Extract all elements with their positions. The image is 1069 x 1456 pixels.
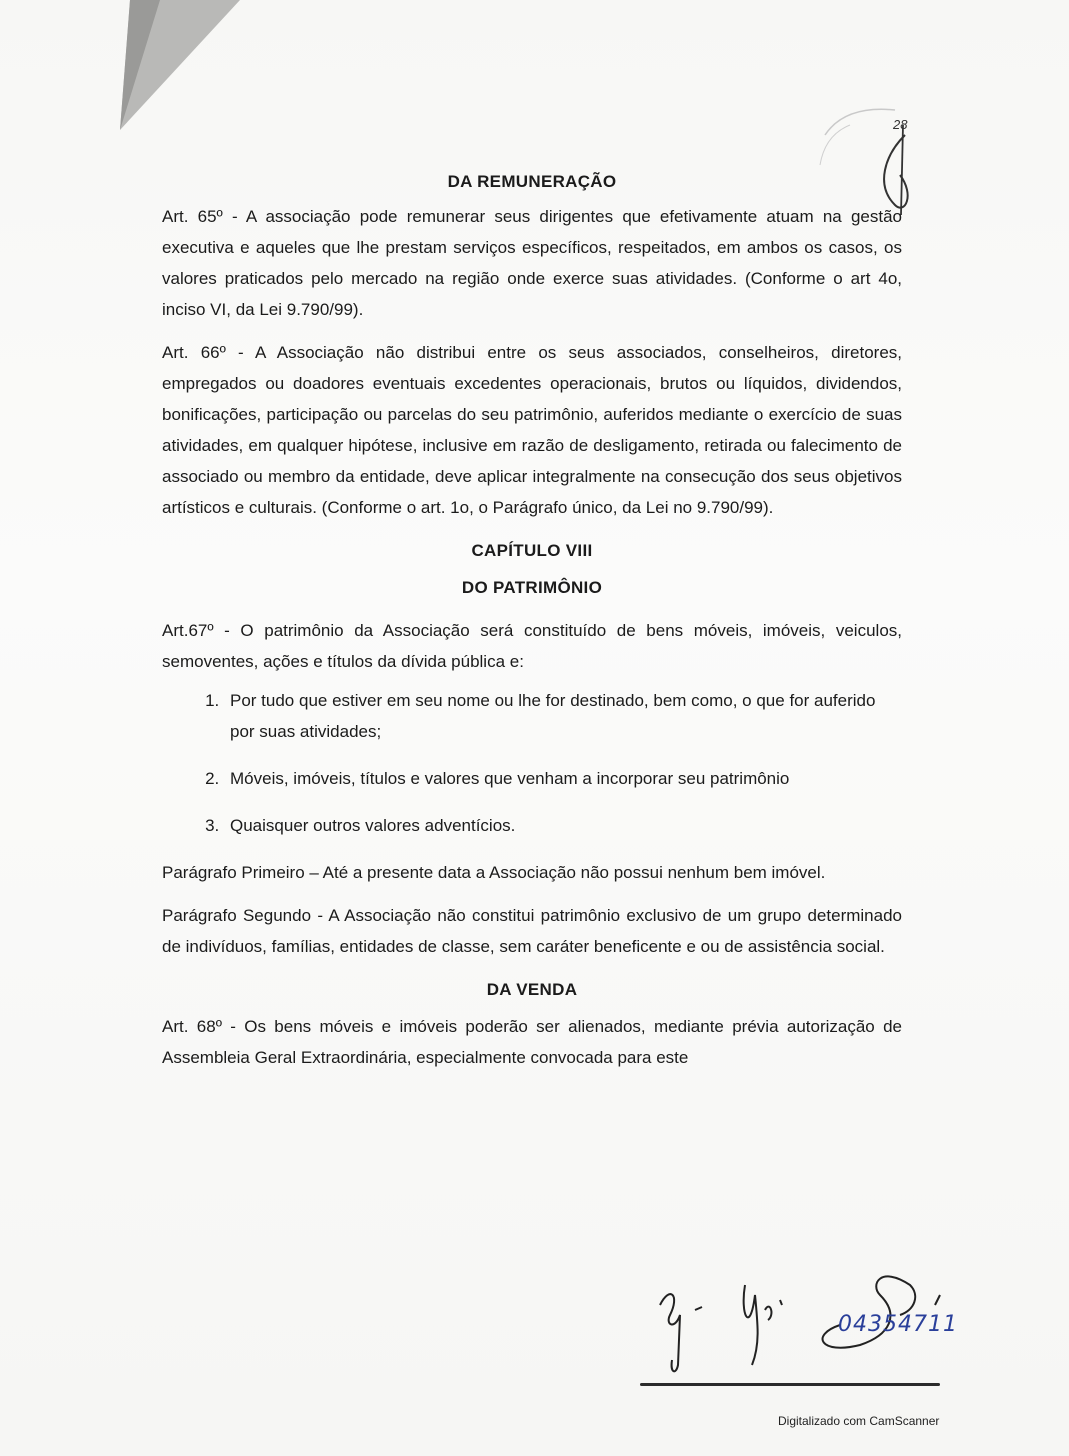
- camscanner-watermark: Digitalizado com CamScanner: [778, 1414, 940, 1428]
- bottom-rule: [640, 1383, 940, 1386]
- list-item: 3. Quaisquer outros valores adventícios.: [224, 810, 902, 841]
- section-title-patrimonio: DO PATRIMÔNIO: [461, 578, 603, 597]
- list-item: 2. Móveis, imóveis, títulos e valores que venham a incorporar seu patrimônio: [224, 763, 902, 794]
- article-68: Art. 68º - Os bens móveis e imóveis poderão ser alienados, mediante prévia autorização de Assembleia Geral Extraordinária, especialmente convocada para este: [162, 1017, 902, 1067]
- folded-corner-shadow: [120, 0, 240, 130]
- paragrafo-primeiro: Parágrafo Primeiro – Até a presente data a Associação não possui nenhum bem imóvel.: [162, 863, 826, 882]
- article-66: Art. 66º - A Associação não distribui entre os seus associados, conselheiros, diretores, empregados ou doadores eventuais excedentes operacionais, brutos ou líquidos, dividendos, bonificações, participação ou parcelas do seu patrimônio, auferidos mediante o exercício de suas atividades, em qualquer hipótese, inclusive em razão de desligamento, retirada ou falecimento de associado ou membro da entidade, deve aplicar integralmente na consecução dos seus objetivos artísticos e culturais. (Conforme o art. 1o, o Parágrafo único, da Lei no 9.790/99).: [162, 343, 902, 517]
- handwritten-number: 04354711: [838, 1312, 958, 1337]
- paragrafo-segundo: Parágrafo Segundo - A Associação não constitui patrimônio exclusivo de um grupo determinado de indivíduos, famílias, entidades de classe, sem caráter beneficente e ou de assistência social.: [162, 906, 902, 956]
- document-body: [162, 160, 902, 1073]
- page-number: 28: [893, 117, 908, 132]
- article-67: Art.67º - O patrimônio da Associação será constituído de bens móveis, imóveis, veiculos, semoventes, ações e títulos da dívida pública e:: [162, 621, 902, 671]
- section-title-remuneracao: DA REMUNERAÇÃO: [447, 172, 617, 191]
- article-65: Art. 65º - A associação pode remunerar seus dirigentes que efetivamente atuam na gestão executiva e aqueles que lhe prestam serviços específicos, respeitados, em ambos os casos, os valores praticados pelo mercado na região onde exerce suas atividades. (Conforme o art 4o, inciso VI, da Lei 9.790/99).: [162, 207, 902, 319]
- list-item: 1. Por tudo que estiver em seu nome ou lhe for destinado, bem como, o que for auferido por suas atividades;: [224, 685, 902, 747]
- patrimonio-list: [162, 685, 902, 841]
- chapter-title: CAPÍTULO VIII: [471, 541, 593, 560]
- section-title-venda: DA VENDA: [486, 980, 578, 999]
